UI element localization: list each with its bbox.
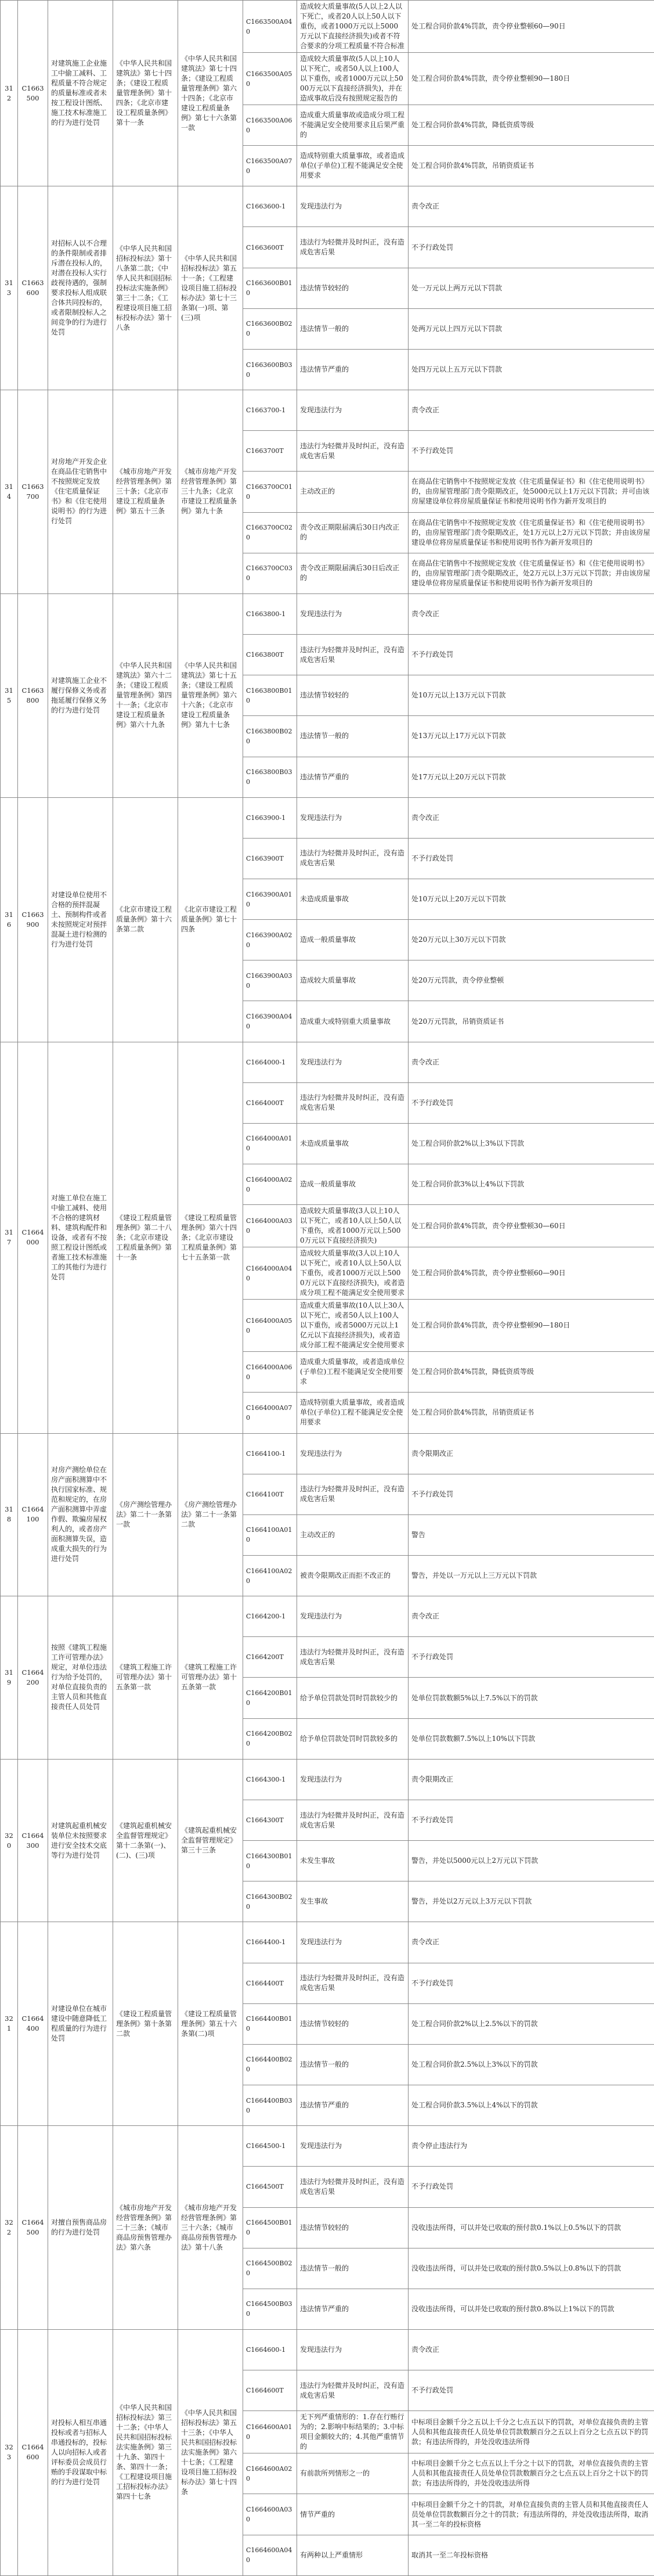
penalty-measure: 警告，并处以5000元以上2万元以下罚款 [409,1841,654,1881]
penalty-measure: 处工程合同价款4%罚款，责令停业整顿60—90日 [409,1247,654,1300]
violation-situation: 造成较大质量事故(3人以上10人以下死亡，或者10人以上50人以下重伤，或者1000万元以上5000万元以下直接经济损失)，或者造成分项工程不能满足安全使用要求 [297,1247,409,1300]
discretion-code: C1664600-1 [243,2329,297,2370]
discretion-code: C1664000A070 [243,1393,297,1433]
table-row [1,1,654,53]
violation-situation: 违法行为轻微并及时纠正，没有造成危害后果 [297,1963,409,2003]
violation-situation: 违法情节一般的 [297,716,409,757]
item-number: 315 [1,593,18,797]
violation-situation: 违法情节较轻的 [297,268,409,308]
violation-situation: 造成一般质量事故 [297,920,409,960]
violation-situation: 造成较大质量事故(5人以上10人以下死亡，或者50人以上100人以下重伤，或者1000万元以上5000万元以下直接经济损失)，并在造成事故后没有按照规定报告的 [297,53,409,105]
penalty-measure: 中标项目金额千分之七点五以上千分之十以下的罚款，对单位直接负责的主管人员和其他直接责任人员处单位罚款数额百分之七点五以上百分之十以下的罚款；有违法所得的，并处没收违法所得 [409,2453,654,2494]
penalty-basis: 《城市房地产开发经营管理条例》第三十六条；《城市商品房预售管理办法》第十八条 [178,2126,243,2330]
discretion-code: C1664200-1 [243,1596,297,1637]
table-row [1,186,654,227]
penalty-measure: 不予行政处罚 [409,227,654,268]
violation-situation: 未发生事故 [297,1841,409,1881]
violation-situation: 违法情节严重的 [297,2085,409,2126]
penalty-basis: 《建设工程质量管理条例》第五十六条第(二)项 [178,1922,243,2126]
penalty-measure: 处工程合同价款4%罚款，吊销资质证书 [409,146,654,186]
violation-situation: 违法行为轻微并及时纠正，没有造成危害后果 [297,2370,409,2411]
discretion-code: C1663900A030 [243,960,297,1001]
table-row [1,390,654,431]
violation-situation: 发现违法行为 [297,2126,409,2167]
violation-basis: 《中华人民共和国建筑法》第六十二条；《建设工程质量管理条例》第四十一条；《北京市建设工程质量条例》第六十九条 [113,593,178,797]
discretion-code: C1664000A060 [243,1352,297,1393]
violation-basis: 《城市房地产开发经营管理条例》第三十条；《北京市建设工程质量条例》第五十三条 [113,390,178,594]
violation-situation: 违法情节一般的 [297,2044,409,2085]
power-code: C1663600 [18,186,48,390]
penalty-measure: 处10万元以上13万元以下罚款 [409,675,654,716]
power-code: C1664400 [18,1922,48,2126]
penalty-measure: 责令限期改正 [409,1433,654,1474]
discretion-code: C1664500T [243,2167,297,2207]
penalty-basis: 《中华人民共和国招标投标法》第五十一条；《工程建设项目施工招标投标办法》第七十三条第(一)项、第(三)项 [178,186,243,390]
violation-basis: 《中华人民共和国建筑法》第七十四条；《建设工程质量管理条例》第十四条；《北京市建设工程质量条例》第十一条 [113,1,178,186]
discretion-code: C1664000A020 [243,1164,297,1205]
violation-situation: 给予单位罚款处罚时罚款较多的 [297,1718,409,1759]
violation-situation: 违法情节较轻的 [297,2003,409,2044]
discretion-code: C1663800B030 [243,757,297,797]
penalty-measure: 责令改正 [409,186,654,227]
penalty-measure: 处13万元以上17万元以下罚款 [409,716,654,757]
penalty-basis: 《建筑工程施工许可管理办法》第十五条第一款 [178,1596,243,1760]
item-number: 317 [1,1042,18,1433]
violation-situation: 发现违法行为 [297,1922,409,1963]
discretion-code: C1663600B010 [243,268,297,308]
penalty-item: 对建筑施工企业施工中偷工减料、工程质量不符合规定的质量标准或者未按工程设计图纸、施工技术标准施工的行为进行处罚 [48,1,113,186]
violation-basis: 《中华人民共和国招标投标法》第十八条第二款；《中华人民共和国招标投标法实施条例》第三十二条；《工程建设项目施工招标投标办法》第十八条 [113,186,178,390]
power-code: C1664100 [18,1433,48,1596]
discretion-code: C1664300T [243,1800,297,1840]
power-code: C1664000 [18,1042,48,1433]
discretion-code: C1663500A040 [243,1,297,53]
discretion-code: C1663900A010 [243,879,297,919]
violation-situation: 主动改正的 [297,1514,409,1555]
penalty-basis: 《中华人民共和国建筑法》第七十四条；《建设工程质量管理条例》第六十四条；《北京市建设工程质量条例》第七十六条第一款 [178,1,243,186]
violation-situation: 违法行为轻微并及时纠正，没有造成危害后果 [297,838,409,879]
penalty-measure: 处10万元以上20万元以下罚款 [409,879,654,919]
violation-situation: 主动改正的 [297,472,409,512]
penalty-measure: 处工程合同价款3%以上4%以下罚款 [409,1164,654,1205]
penalty-measure: 责令停止违法行为 [409,2126,654,2167]
violation-situation: 造成较大质量事故 [297,960,409,1001]
violation-situation: 发现违法行为 [297,186,409,227]
discretion-code: C1664500B030 [243,2289,297,2329]
discretion-code: C1664400-1 [243,1922,297,1963]
power-code: C1663700 [18,390,48,594]
discretion-code: C1664000-1 [243,1042,297,1082]
penalty-measure: 不予行政处罚 [409,1637,654,1678]
violation-situation: 违法行为轻微并及时纠正，没有造成危害后果 [297,635,409,675]
power-code: C1664200 [18,1596,48,1760]
violation-situation: 责令改正期限届满后30日内改正的 [297,512,409,553]
table-row [1,797,654,838]
discretion-code: C1663800-1 [243,593,297,634]
discretion-code: C1663700C010 [243,472,297,512]
penalty-basis: 《城市房地产开发经营管理条例》第三十九条；《北京市建设工程质量条例》第九十条 [178,390,243,594]
violation-situation: 造成较大质量事故(5人以上2人以下死亡，或者20人以上50人以下重伤，或者1000万元以上5000万元以下直接经济损失)或者不符合要求的分项工程质量不符合标准 [297,1,409,53]
penalty-item: 对房产测绘单位在房产面积测算中不执行国家标准、规范和规定的，在房产面积测算中弄虚作假、欺骗房屋权利人的，或者房产面积测算失误，造成重大损失的行为进行处罚 [48,1433,113,1596]
discretion-code: C1664000A040 [243,1247,297,1300]
violation-situation: 发现违法行为 [297,797,409,838]
penalty-measure: 不予行政处罚 [409,2370,654,2411]
penalty-measure: 处单位罚款数额7.5%以上10%以下罚款 [409,1718,654,1759]
violation-situation: 发现违法行为 [297,390,409,431]
table-row [1,593,654,634]
violation-situation: 违法情节较轻的 [297,675,409,716]
penalty-measure: 警告，并处以一万元以上三万元以下罚款 [409,1556,654,1596]
discretion-code: C1663600B030 [243,349,297,390]
penalty-basis: 《建设工程质量管理条例》第六十四条；《北京市建设工程质量条例》第七十五条第一款 [178,1042,243,1433]
penalty-measure: 责令改正 [409,390,654,431]
violation-situation: 责令改正期限届满后30日后改正的 [297,553,409,593]
violation-situation: 未造成质量事故 [297,1123,409,1164]
item-number: 323 [1,2329,18,2575]
penalty-item: 对建筑起重机械安装单位未按照要求进行安全技术交底等行为进行处罚 [48,1759,113,1922]
violation-situation: 给予单位罚款处罚时罚款较少的 [297,1678,409,1718]
discretion-code: C1663600T [243,227,297,268]
penalty-basis: 《中华人民共和国招标投标法》第五十三条；《中华人民共和国招标投标法实施条例》第六十七条；《工程建设项目施工招标投标办法》第七十四条 [178,2329,243,2575]
violation-basis: 《建筑起重机械安全监督管理规定》第十二条第(一)、(二)、(三)项 [113,1759,178,1922]
power-code: C1664600 [18,2329,48,2575]
item-number: 313 [1,186,18,390]
penalty-measure: 在商品住宅销售中不按照规定发放《住宅质量保证书》和《住宅使用说明书》的，由房屋管理部门责令限期改正，处1万元以上2万元以下罚款；并由该房屋建设单位将房屋质量保证书和使用说明书作为新开发项目的 [409,512,654,553]
penalty-measure: 不予行政处罚 [409,635,654,675]
discretion-code: C1663700C030 [243,553,297,593]
item-number: 322 [1,2126,18,2330]
violation-situation: 造成较大质量事故(3人以上10人以下死亡，或者10人以上50人以下重伤，或者1000万元以上5000万元以下直接经济损失) [297,1205,409,1247]
discretion-code: C1664600A010 [243,2411,297,2453]
discretion-code: C1663900-1 [243,797,297,838]
penalty-measure: 责令改正 [409,2329,654,2370]
violation-basis: 《建设工程质量管理条例》第二十八条；《北京市建设工程质量条例》第十一条 [113,1042,178,1433]
power-code: C1663900 [18,797,48,1042]
violation-situation: 违法情节一般的 [297,308,409,349]
discretion-code: C1664100A010 [243,1514,297,1555]
discretion-code: C1663900A040 [243,1001,297,1042]
discretion-code: C1663800B010 [243,675,297,716]
penalty-measure: 处四万元以上五万元以下罚款 [409,349,654,390]
discretion-code: C1664200T [243,1637,297,1678]
penalty-measure: 处工程合同价款3.5%以上4%以下的罚款 [409,2085,654,2126]
item-number: 320 [1,1759,18,1922]
violation-situation: 造成特别重大质量事故，或者造成单位(子单位)工程不能满足安全使用要求 [297,146,409,186]
penalty-measure: 不予行政处罚 [409,1474,654,1514]
penalty-basis: 《北京市建设工程质量条例》第七十四条 [178,797,243,1042]
violation-basis: 《建设工程质量管理条例》第十条第二款 [113,1922,178,2126]
violation-basis: 《北京市建设工程质量条例》第十六条第二款 [113,797,178,1042]
penalty-measure: 责令改正 [409,1042,654,1082]
violation-situation: 无下列严重情形的：1.存在行贿行为的；2.影响中标结果的；3.中标项目金额较大的；4.其他严重情节的 [297,2411,409,2453]
penalty-item: 对房地产开发企业在商品住宅销售中不按照规定发放《住宅质量保证书》和《住宅使用说明书》的行为进行处罚 [48,390,113,594]
penalty-measure: 不予行政处罚 [409,2167,654,2207]
penalty-item: 对建筑施工企业不履行保修义务或者拖延履行保修义务的行为进行处罚 [48,593,113,797]
discretion-code: C1663900A020 [243,920,297,960]
penalty-measure: 处工程合同价款2%以上2.5%以下的罚款 [409,2003,654,2044]
table-row [1,2329,654,2370]
discretion-code: C1664400B010 [243,2003,297,2044]
violation-situation: 违法行为轻微并及时纠正，没有造成危害后果 [297,227,409,268]
violation-situation: 违法情节严重的 [297,2289,409,2329]
penalty-item: 对擅自预售商品房的行为进行处罚 [48,2126,113,2330]
penalty-measure: 没收违法所得，可以并处已收取的预付款0.5%以上0.8%以下的罚款 [409,2248,654,2289]
penalty-basis: 《建筑起重机械安全监督管理规定》第三十三条 [178,1759,243,1922]
discretion-code: C1664200B020 [243,1718,297,1759]
penalty-measure: 不予行政处罚 [409,1800,654,1840]
power-code: C1663800 [18,593,48,797]
discretion-code: C1663900T [243,838,297,879]
violation-situation: 违法行为轻微并及时纠正，没有造成危害后果 [297,1082,409,1123]
violation-situation: 发现违法行为 [297,1433,409,1474]
penalty-item: 对施工单位在施工中偷工减料、使用不合格的建筑材料、建筑构配件和设备，或者有不按照工程设计图纸或者施工技术标准施工的其他行为进行处罚 [48,1042,113,1433]
penalty-measure: 处工程合同价款4%罚款，吊销资质证书 [409,1393,654,1433]
discretion-code: C1664400B020 [243,2044,297,2085]
penalty-measure: 处20万元以上30万元以下罚款 [409,920,654,960]
penalty-measure: 处工程合同价款4%罚款，责令停业整顿90—180日 [409,1300,654,1352]
discretion-code: C1664600T [243,2370,297,2411]
penalty-measure: 处工程合同价款4%罚款，责令停业整顿30—60日 [409,1205,654,1247]
penalty-measure: 责令改正 [409,797,654,838]
item-number: 316 [1,797,18,1042]
violation-basis: 《城市房地产开发经营管理条例》第二十三条；《城市商品房预售管理办法》第六条 [113,2126,178,2330]
violation-situation: 违法行为轻微并及时纠正，没有造成危害后果 [297,1474,409,1514]
violation-situation: 被责令限期改正而拒不改正的 [297,1556,409,1596]
discretion-code: C1664600A020 [243,2453,297,2494]
discretion-code: C1664000A010 [243,1123,297,1164]
item-number: 318 [1,1433,18,1596]
discretion-code: C1664500B020 [243,2248,297,2289]
penalty-measure: 处工程合同价款2%以上3%以下罚款 [409,1123,654,1164]
penalty-measure: 责令改正 [409,593,654,634]
table-body [1,1,654,2576]
violation-situation: 违法情节严重的 [297,757,409,797]
violation-situation: 造成重大质量事故(10人以上30人以下死亡，或者50人以上100人以下重伤，或者5000万元以上1亿元以下直接经济损失)，或者造成分部工程不能满足安全使用要求 [297,1300,409,1352]
violation-situation: 违法情节严重的 [297,349,409,390]
violation-basis: 《房产测绘管理办法》第二十一条第一款 [113,1433,178,1596]
discretion-code: C1664600A040 [243,2535,297,2575]
penalty-basis: 《中华人民共和国建筑法》第七十五条；《建设工程质量管理条例》第六十六条；《北京市建设工程质量条例》第九十七条 [178,593,243,797]
discretion-code: C1663700T [243,431,297,472]
violation-situation: 情节严重的 [297,2494,409,2535]
discretion-code: C1664400B030 [243,2085,297,2126]
discretion-code: C1663500A060 [243,105,297,146]
penalty-item: 对招标人以不合理的条件限制或者排斥潜在投标人的，对潜在投标人实行歧视待遇的，强制要求投标人组成联合体共同投标的，或者限制投标人之间竞争的行为进行处罚 [48,186,113,390]
violation-situation: 发现违法行为 [297,1042,409,1082]
table-row [1,2126,654,2167]
violation-basis: 《建筑工程施工许可管理办法》第十五条第一款 [113,1596,178,1760]
violation-situation: 发现违法行为 [297,1759,409,1800]
penalty-measure: 警告，并处以2万元以上3万元以下罚款 [409,1881,654,1922]
discretion-code: C1664300B020 [243,1881,297,1922]
penalty-measure: 不予行政处罚 [409,1082,654,1123]
violation-situation: 发现违法行为 [297,2329,409,2370]
penalty-measure: 处20万元罚款，吊销资质证书 [409,1001,654,1042]
penalty-measure: 不予行政处罚 [409,431,654,472]
penalty-measure: 处两万元以上四万元以下罚款 [409,308,654,349]
item-number: 319 [1,1596,18,1760]
discretion-code: C1664300-1 [243,1759,297,1800]
penalty-measure: 不予行政处罚 [409,1963,654,2003]
penalty-measure: 责令改正 [409,1596,654,1637]
power-code: C1663500 [18,1,48,186]
discretion-code: C1664200B010 [243,1678,297,1718]
penalty-measure: 处20万元罚款，责令停业整顿 [409,960,654,1001]
penalty-measure: 没收违法所得，可以并处已收取的预付款0.8%以上1%以下的罚款 [409,2289,654,2329]
penalty-measure: 处工程合同价款4%罚款，降低资质等级 [409,1352,654,1393]
power-code: C1664500 [18,2126,48,2330]
violation-situation: 发现违法行为 [297,1596,409,1637]
discretion-code: C1664100-1 [243,1433,297,1474]
discretion-code: C1663700C020 [243,512,297,553]
violation-situation: 造成重大或特别重大质量事故 [297,1001,409,1042]
penalty-measure: 责令限期改正 [409,1759,654,1800]
violation-basis: 《中华人民共和国招标投标法》第三十二条；《中华人民共和国招标投标法实施条例》第三十九条、第四十条、第四十一条；《工程建设项目施工招标投标办法》第四十七条 [113,2329,178,2575]
item-number: 314 [1,390,18,594]
discretion-code: C1664500-1 [243,2126,297,2167]
violation-situation: 造成特别重大质量事故，或者造成单位(子单位)工程不能满足安全使用要求 [297,1393,409,1433]
discretion-code: C1664100A020 [243,1556,297,1596]
penalty-measure: 中标项目金额千分之十的罚款，对单位直接负责的主管人员和其他直接责任人员处单位罚款数额百分之十的罚款；有违法所得的，并处没收违法所得，取消其一至二年的投标资格 [409,2494,654,2535]
penalty-measure: 处单位罚款数额5%以上7.5%以下的罚款 [409,1678,654,1718]
discretion-code: C1664600A030 [243,2494,297,2535]
discretion-code: C1664500B010 [243,2207,297,2248]
violation-situation: 造成一般质量事故 [297,1164,409,1205]
violation-situation: 发现违法行为 [297,593,409,634]
violation-situation: 违法行为轻微并及时纠正，没有造成危害后果 [297,1637,409,1678]
penalty-measure: 在商品住宅销售中不按照规定发放《住宅质量保证书》和《住宅使用说明书》的，由房屋管理部门责令限期改正，处5000元以上1万元以下罚款；并可由该房屋建设单位将房屋质量保证书和使用说明书作为新开发项目的 [409,472,654,512]
item-number: 312 [1,1,18,186]
discretion-code: C1664300B010 [243,1841,297,1881]
item-number: 321 [1,1922,18,2126]
discretion-code: C1663600-1 [243,186,297,227]
violation-situation: 造成重大质量事故或造成分项工程不能满足安全使用要求且后果严重的 [297,105,409,146]
discretion-code: C1664000T [243,1082,297,1123]
penalty-item: 对建设单位使用不合格的预拌混凝土、预制构件或者未按照规定对预拌混凝土进行检测的行为进行处罚 [48,797,113,1042]
penalty-measure: 处工程合同价款4%罚款，责令停业整顿60—90日 [409,1,654,53]
table-row [1,1759,654,1800]
discretion-code: C1664100T [243,1474,297,1514]
violation-situation: 有前款所列情形之一的 [297,2453,409,2494]
violation-situation: 违法情节较轻的 [297,2207,409,2248]
penalty-measure: 处工程合同价款4%罚款，责令停业整顿90—180日 [409,53,654,105]
violation-situation: 违法情节一般的 [297,2248,409,2289]
penalty-measure: 不予行政处罚 [409,838,654,879]
penalty-measure: 处17万元以上20万元以下罚款 [409,757,654,797]
table-row [1,1596,654,1637]
discretion-code: C1663500A050 [243,53,297,105]
discretion-code: C1664000A030 [243,1205,297,1247]
discretion-code: C1663800B020 [243,716,297,757]
penalty-item: 对建设单位在城市建设中随意降低工程质量的行为进行处罚 [48,1922,113,2126]
power-code: C1664300 [18,1759,48,1922]
penalty-measure: 处工程合同价款2.5%以上3%以下的罚款 [409,2044,654,2085]
penalty-measure: 在商品住宅销售中不按照规定发放《住宅质量保证书》和《住宅使用说明书》的，由房屋管理部门责令限期改正，处2万元以上3万元以下罚款；并由该房屋建设单位将房屋质量保证书和使用说明书作为新开发项目的 [409,553,654,593]
penalty-item: 对投标人相互串通投标或者与招标人串通投标的，投标人以向招标人或者评标委员会成员行贿的手段谋取中标的行为进行处罚 [48,2329,113,2575]
penalty-measure: 警告 [409,1514,654,1555]
table-row [1,1922,654,1963]
discretion-code: C1663700-1 [243,390,297,431]
table-row [1,1042,654,1082]
penalty-basis: 《房产测绘管理办法》第二十一条第二款 [178,1433,243,1596]
penalty-measure: 中标项目金额千分之五以上千分之七点五以下的罚款，对单位直接负责的主管人员和其他直接责任人员处单位罚款数额百分之五以上百分之七点五以下的罚款；有违法所得的，并处没收违法所得 [409,2411,654,2453]
discretion-code: C1664400T [243,1963,297,2003]
violation-situation: 违法行为轻微并及时纠正，没有造成危害后果 [297,1800,409,1840]
discretion-code: C1663500A070 [243,146,297,186]
penalty-measure: 处一万元以上两万元以下罚款 [409,268,654,308]
penalty-measure: 处工程合同价款4%罚款，降低资质等级 [409,105,654,146]
penalty-measure: 责令改正 [409,1922,654,1963]
violation-situation: 有两种以上严重情形 [297,2535,409,2575]
violation-situation: 造成重大质量事故，或者造成单位(子单位)工程不能满足安全使用要求 [297,1352,409,1393]
penalty-item: 按照《建筑工程施工许可管理办法》规定，对单位违法行为给予处罚的，对单位直接负责的主管人员和其他直接责任人员处罚 [48,1596,113,1760]
discretion-code: C1664000A050 [243,1300,297,1352]
penalty-measure: 没收违法所得，可以并处已收取的预付款0.1%以上0.5%以下的罚款 [409,2207,654,2248]
table-row [1,1433,654,1474]
penalty-measure: 取消其一至二年投标资格 [409,2535,654,2575]
violation-situation: 发生事故 [297,1881,409,1922]
discretion-code: C1663800T [243,635,297,675]
violation-situation: 违法行为轻微并及时纠正，没有造成危害后果 [297,2167,409,2207]
violation-situation: 未造成质量事故 [297,879,409,919]
violation-situation: 违法行为轻微并及时纠正，没有造成危害后果 [297,431,409,472]
discretion-code: C1663600B020 [243,308,297,349]
